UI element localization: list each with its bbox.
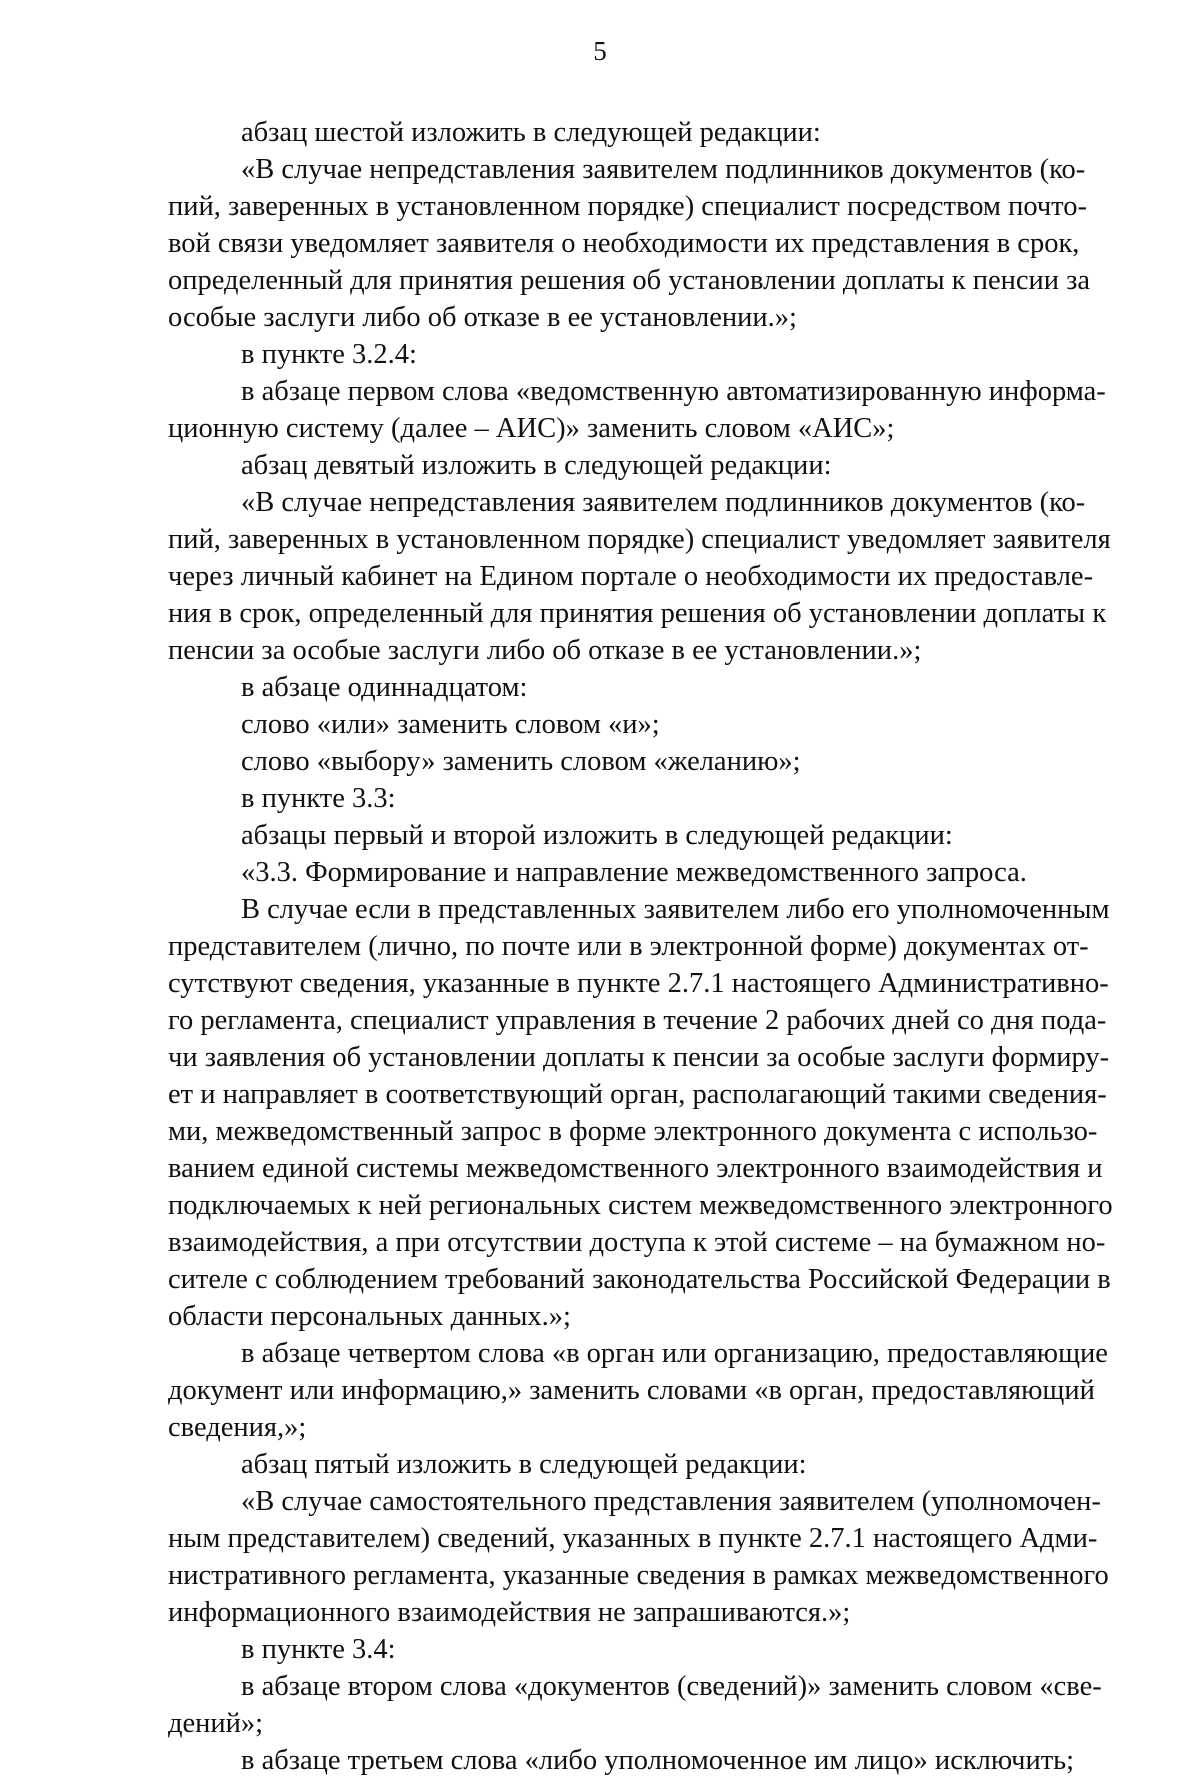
paragraph: «3.3. Формирование и направление межведомственного запроса.	[241, 857, 1027, 888]
paragraph: в абзаце четвертом слова «в орган или организацию, предоставляющие документ или информацию,» заменить словами «в орган, предоставляющий сведения,»;	[168, 1338, 1108, 1443]
paragraph: в абзаце третьем слова «либо уполномоченное им лицо» исключить;	[241, 1745, 1075, 1776]
paragraph: слово «или» заменить словом «и»;	[241, 709, 660, 740]
paragraph: в абзаце втором слова «документов (сведений)» заменить словом «све- дений»;	[168, 1671, 1102, 1739]
paragraph: в абзаце первом слова «ведомственную автоматизированную информа- ционную систему (далее – АИС)» заменить словом «АИС»;	[168, 376, 1106, 444]
paragraph: «В случае непредставления заявителем подлинников документов (ко- пий, заверенных в установленном порядке) специалист уведомляет заявителя через личный кабинет на Едином портале о необходимости их предоставле- ния в срок, определенный для принятия решения об установлении доплаты к пенсии за особые заслуги либо об отказе в ее установлении.»;	[168, 487, 1111, 666]
paragraph: в пункте 3.3:	[241, 783, 396, 814]
paragraph: «В случае непредставления заявителем подлинников документов (ко- пий, заверенных в установленном порядке) специалист посредством почто- вой связи уведомляет заявителя о необходимости их представления в срок, определенный для принятия решения об установлении доплаты к пенсии за особые заслуги либо об отказе в ее установлении.»;	[168, 154, 1091, 333]
paragraph: слово «выбору» заменить словом «желанию»;	[241, 746, 801, 777]
paragraph: в пункте 3.4:	[241, 1634, 396, 1665]
paragraph: абзац шестой изложить в следующей редакции:	[241, 117, 821, 148]
paragraph: В случае если в представленных заявителем либо его уполномоченным представителем (лично, по почте или в электронной форме) документах от- сутствуют сведения, указанные в пункте 2.7.1 настоящего Административно- го регламента, специалист управления в течение 2 рабочих дней со дня пода- чи заявления об установлении доплаты к пенсии за особые заслуги формиру- ет и направляет в соответствующий орган, располагающий такими сведения- ми, межведомственный запрос в форме электронного документа с использо- ванием единой системы межведомственного электронного взаимодействия и подключаемых к ней региональных систем межведомственного электронного взаимодействия, а при отсутствии доступа к этой системе – на бумажном но- сителе с соблюдением требований законодательства Российской Федерации в области персональных данных.»;	[168, 894, 1113, 1332]
page-number: 5	[593, 36, 607, 66]
paragraph: в пункте 3.2.4:	[241, 339, 417, 370]
paragraph: абзац пятый изложить в следующей редакции:	[241, 1449, 807, 1480]
paragraph: абзац девятый изложить в следующей редакции:	[241, 450, 832, 481]
document-body	[168, 114, 1132, 1779]
paragraph: «В случае самостоятельного представления заявителем (уполномочен- ным представителем) сведений, указанных в пункте 2.7.1 настоящего Адми- нистративного регламента, указанные сведения в рамках межведомственного информационного взаимодействия не запрашиваются.»;	[168, 1486, 1109, 1628]
paragraph: в абзаце одиннадцатом:	[241, 672, 528, 703]
paragraph: абзацы первый и второй изложить в следующей редакции:	[241, 820, 953, 851]
